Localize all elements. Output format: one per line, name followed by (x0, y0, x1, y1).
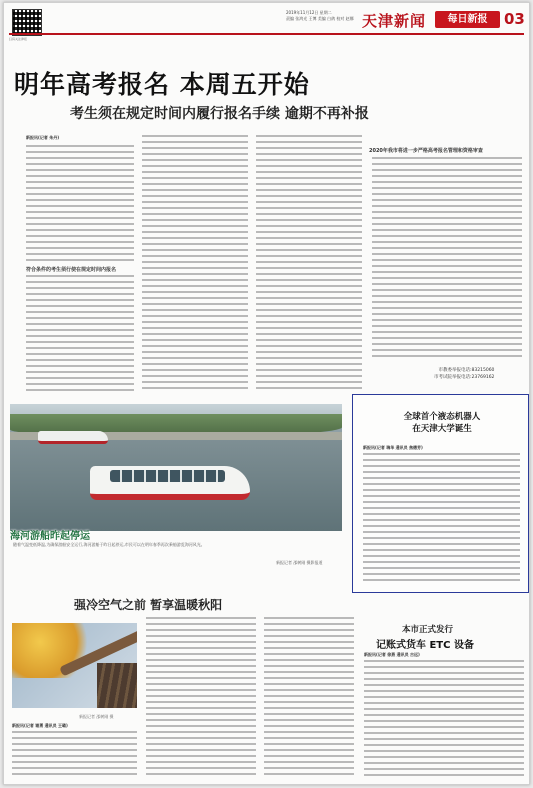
contact-line-exam: 市考试院举报电话:23769162 (434, 375, 495, 380)
newspaper-sheet (3, 2, 530, 785)
contact-line-education: 市教委举报电话:83215060 (438, 368, 495, 373)
weather-text-col2 (146, 617, 256, 779)
robot-story-text (363, 453, 520, 585)
robot-story-box (352, 394, 529, 593)
etc-text (364, 660, 524, 779)
photo-caption: 随着气温变低降温,为确保游船安全运行,海河游船于昨日起停运,市民可以在明年春季再次乘船游览海河风光。 (13, 542, 205, 547)
editor-line: 责编 张鸿光 王博 美编 白鸽 校对 赵娜 (286, 16, 354, 21)
robot-title-line1: 全球首个液态机器人 (403, 412, 481, 422)
masthead-rule (9, 33, 524, 35)
yellow-leaves-shape (12, 623, 97, 678)
lead-text-col3 (256, 135, 362, 393)
river-boat-photo (10, 404, 342, 531)
date-line: 2019年11月12日 星期二 (286, 10, 332, 15)
weather-headline: 强冷空气之前 暂享温暖秋阳 (74, 598, 223, 612)
tree-bark-shape (97, 663, 137, 708)
lead-subsection-left: 符合条件的考生须行使在规定时间内报名 (26, 267, 117, 273)
autumn-tree-photo (12, 623, 137, 708)
header-meta (286, 10, 354, 22)
photo-overlay-title: 海河游船昨起停运 (10, 531, 90, 542)
qr-code-icon (12, 9, 42, 36)
robot-title-line2: 在天津大学诞生 (412, 424, 472, 434)
robot-story-title (387, 411, 497, 435)
weather-byline: 新报讯(记者 谢勇 通讯员 王璐) (12, 723, 68, 728)
etc-byline: 新报讯(记者 徐燕 通讯员 古远) (364, 652, 420, 657)
contact-block (434, 367, 494, 381)
small-boat-shape (38, 431, 108, 444)
lead-text-col2 (142, 135, 248, 393)
paper-name-badge: 每日新报 (435, 11, 500, 28)
etc-kicker: 本市正式发行 (402, 625, 454, 635)
qr-caption: 扫码关注津报 (9, 37, 28, 41)
tour-boat-windows (110, 470, 225, 482)
page-number: 03 (504, 10, 525, 28)
weather-text-col1 (12, 731, 137, 779)
etc-headline: 记账式货车 ETC 设备 (376, 640, 474, 651)
lead-headline: 明年高考报名 本周五开始 (14, 70, 310, 99)
lead-text-col4 (372, 157, 522, 361)
lead-subsection-right: 2020年我市将进一步严格高考报名管理和资格审查 (369, 148, 483, 154)
lead-subhead: 考生须在规定时间内履行报名手续 逾期不再补报 (70, 106, 369, 122)
photo-credit: 新报记者 邵树刚 摄影报道 (276, 560, 323, 565)
weather-photo-credit: 新报记者 邵树刚 摄 (79, 714, 114, 719)
lead-byline: 新报讯(记者 朱丹) (26, 135, 60, 140)
section-brand: 天津新闻 (362, 12, 427, 30)
lead-text-col1b (26, 275, 134, 393)
lead-text-col1 (26, 145, 134, 263)
weather-text-col3 (264, 617, 354, 779)
robot-byline: 新报讯(记者 瑞华 通讯员 焦德芳) (363, 445, 423, 450)
